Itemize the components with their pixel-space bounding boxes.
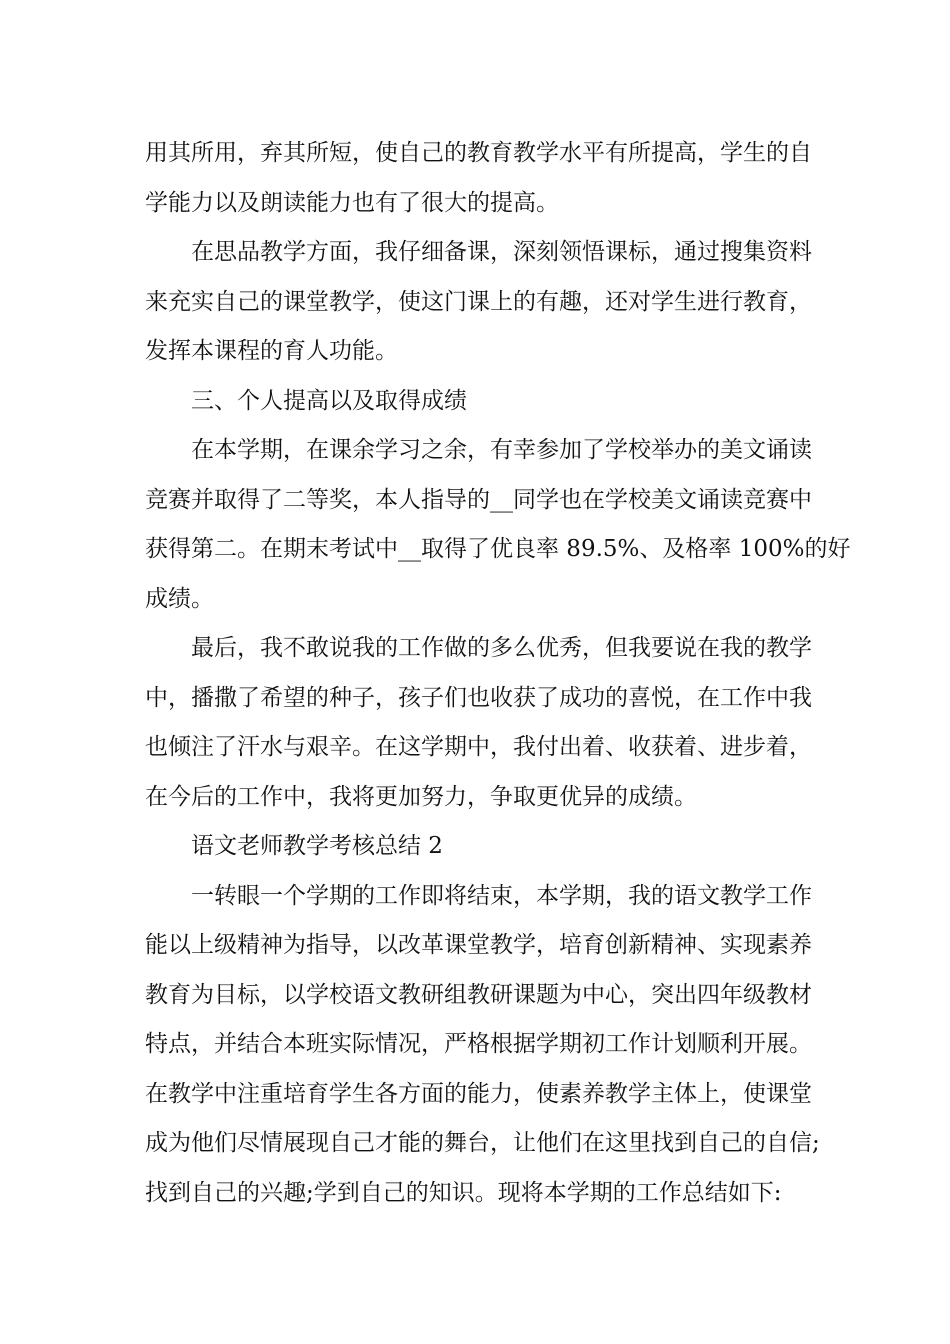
text-line: 在思品教学方面，我仔细备课，深刻领悟课标，通过搜集资料: [191, 239, 812, 265]
text-line: 找到自己的兴趣;学到自己的知识。现将本学期的工作总结如下:: [145, 1179, 782, 1206]
text-line: 教育为目标，以学校语文教研组教研课题为中心，突出四年级教材: [145, 981, 812, 1008]
document-body: [145, 129, 851, 1218]
text-line: 发挥本课程的育人功能。: [145, 338, 398, 364]
text-line: 竞赛并取得了二等奖，本人指导的__同学也在学校美文诵读竞赛中: [145, 486, 812, 513]
text-line: 获得第二。在期末考试中__取得了优良率 89.5%、及格率 100%的好: [145, 536, 851, 562]
text-line: 在教学中注重培育学生各方面的能力，使素养教学主体上，使课堂: [145, 1080, 812, 1107]
text-line: 成绩。: [145, 585, 214, 612]
text-line: 在今后的工作中，我将更加努力，争取更优异的成绩。: [145, 783, 697, 810]
text-line: 在本学期，在课余学习之余，有幸参加了学校举办的美文诵读: [191, 437, 812, 463]
text-line: 最后，我不敢说我的工作做的多么优秀，但我要说在我的教学: [191, 635, 812, 661]
text-line: 也倾注了汗水与艰辛。在这学期中，我付出着、收获着、进步着，: [145, 734, 812, 760]
section-heading: 三、个人提高以及取得成绩: [191, 387, 467, 414]
text-line: 学能力以及朗读能力也有了很大的提高。: [145, 189, 559, 216]
text-line: 来充实自己的课堂教学，使这门课上的有趣，还对学生进行教育，: [145, 288, 812, 315]
text-line: 特点，并结合本班实际情况，严格根据学期初工作计划顺利开展。: [145, 1031, 812, 1057]
text-line: 中，播撒了希望的种子，孩子们也收获了成功的喜悦，在工作中我: [145, 684, 812, 711]
document-subtitle: 语文老师教学考核总结 2: [191, 833, 443, 859]
text-line: 能以上级精神为指导，以改革课堂教学，培育创新精神、实现素养: [145, 932, 812, 958]
text-line: 用其所用，弃其所短，使自己的教育教学水平有所提高，学生的自: [145, 140, 812, 166]
text-line: 成为他们尽情展现自己才能的舞台，让他们在这里找到自己的自信;: [145, 1130, 820, 1156]
text-line: 一转眼一个学期的工作即将结束，本学期，我的语文教学工作: [191, 882, 812, 909]
